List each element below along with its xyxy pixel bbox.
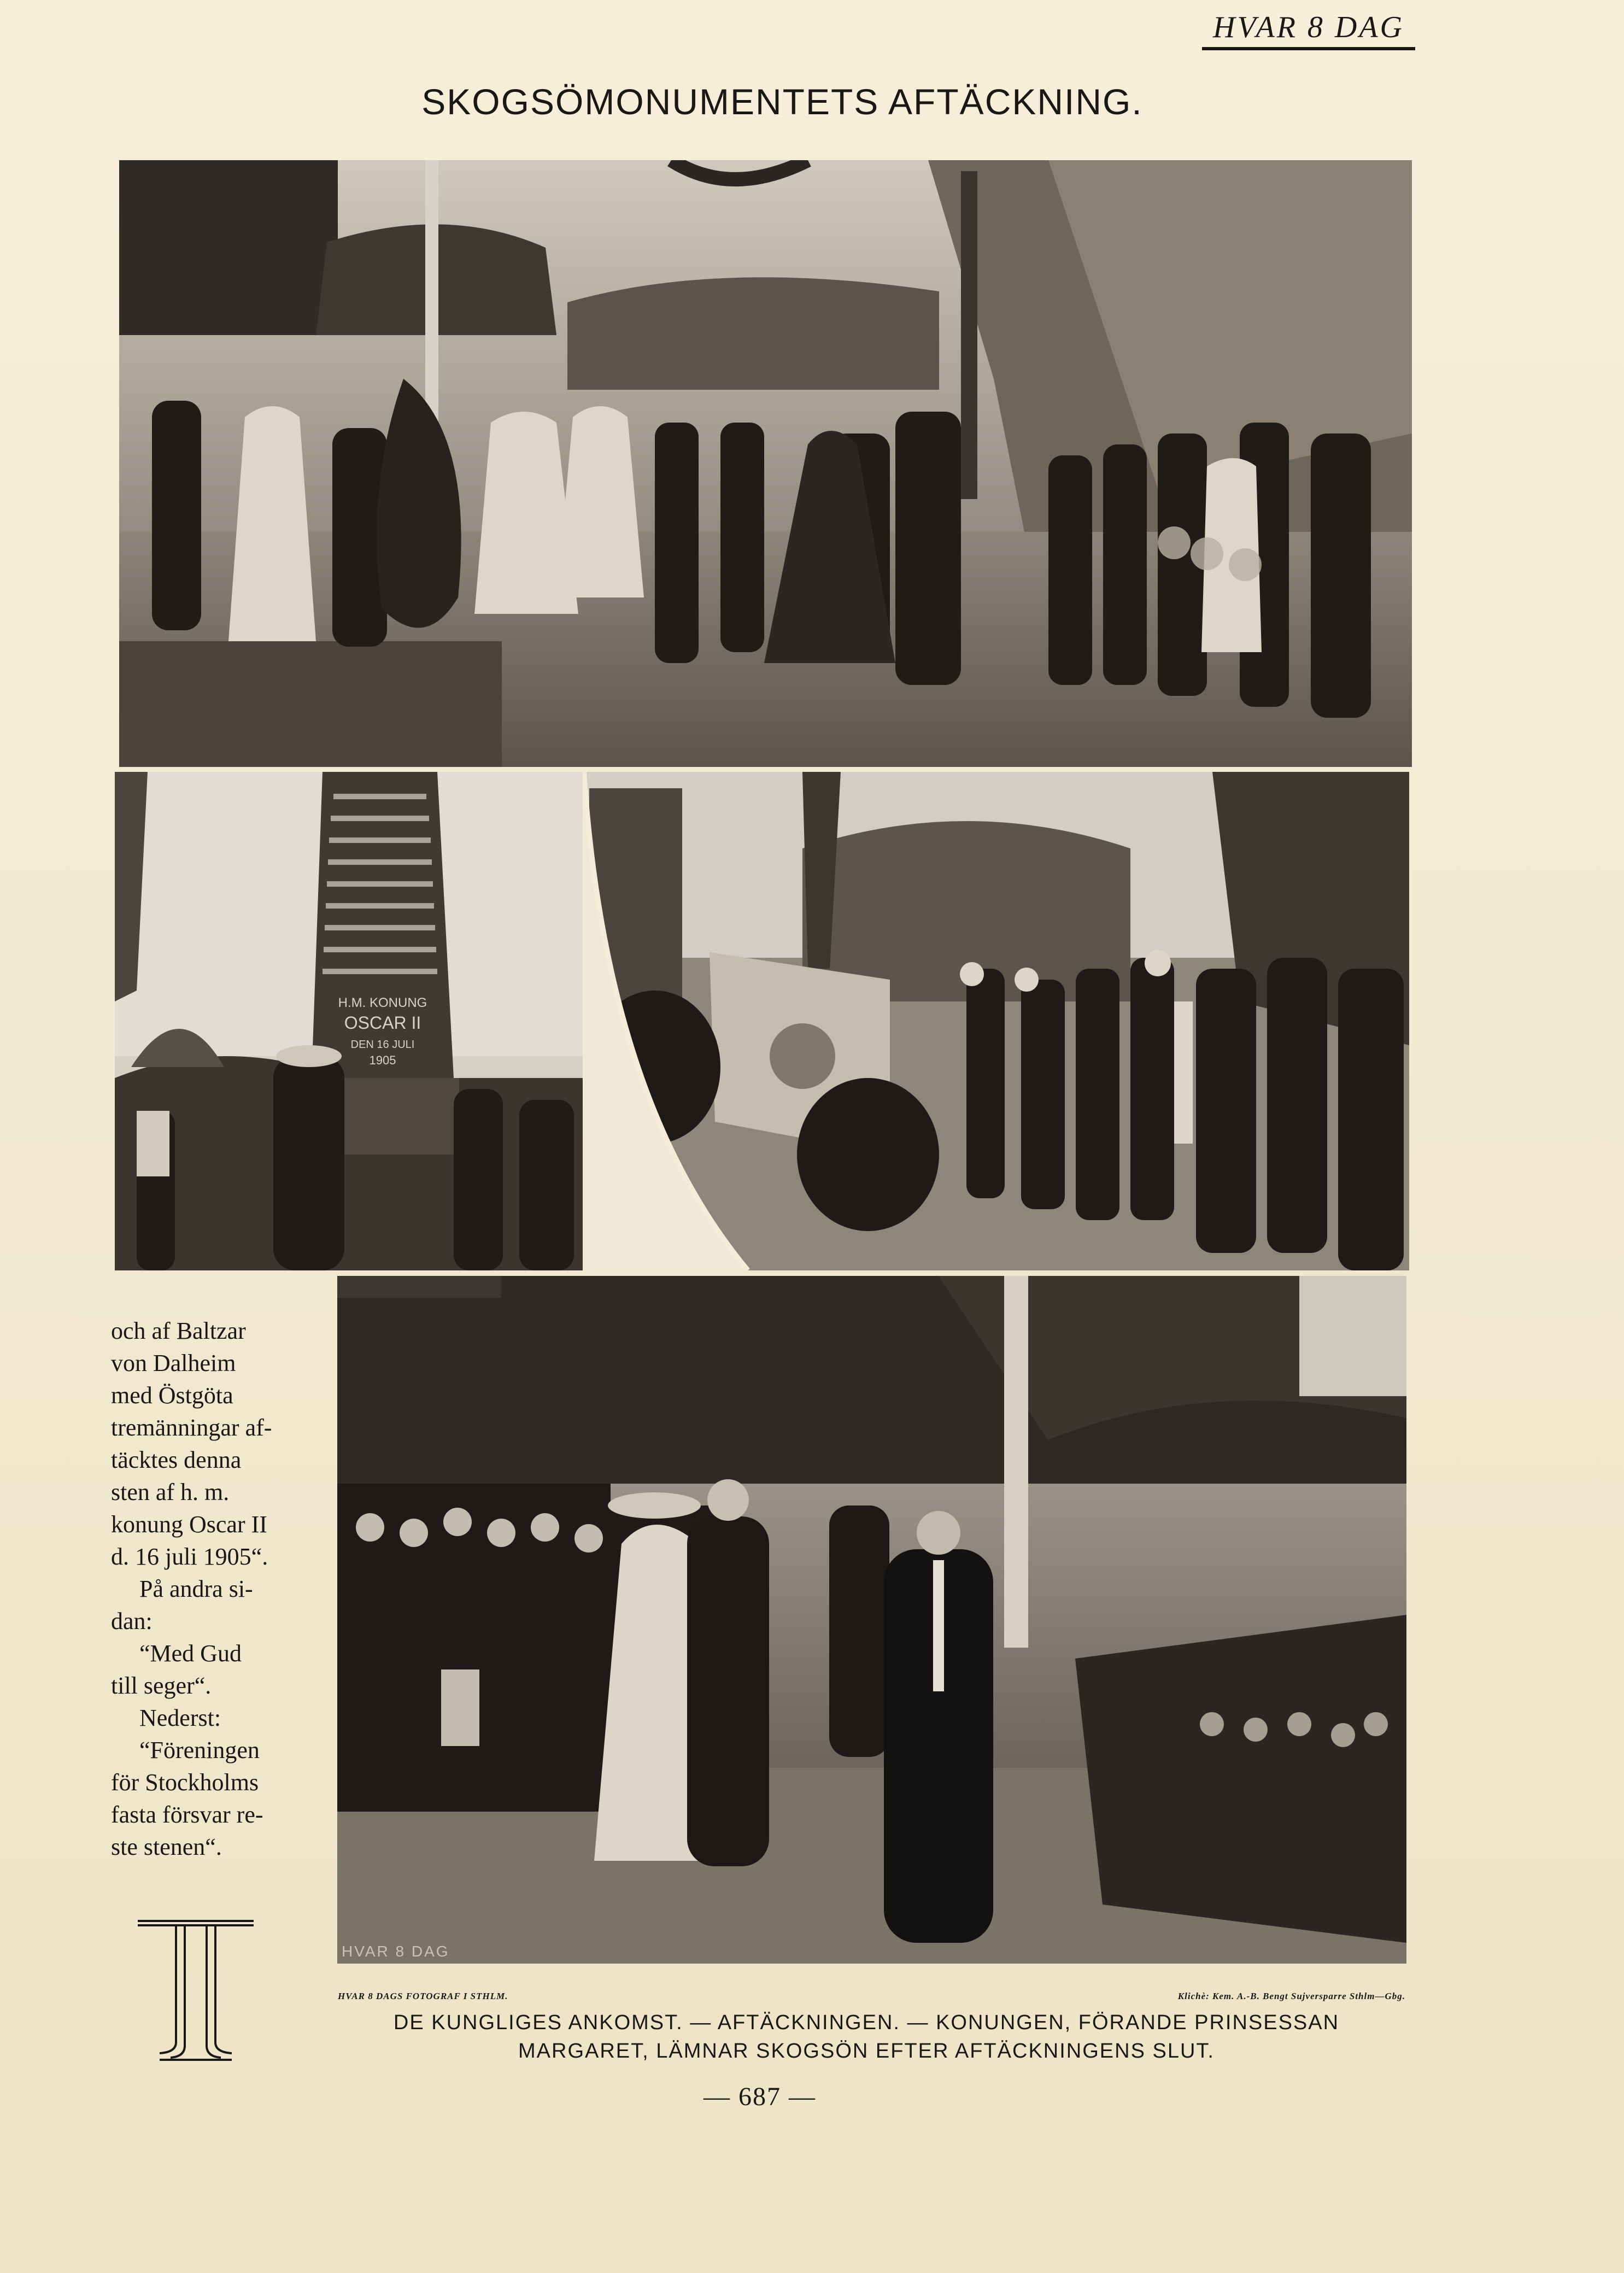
- side-text-line: täcktes denna: [111, 1446, 242, 1473]
- side-text-line: ste stenen“.: [111, 1833, 222, 1860]
- side-text-line: d. 16 juli 1905“.: [111, 1543, 268, 1570]
- side-text-line: för Stockholms: [111, 1769, 259, 1796]
- side-text-line: tremänningar af-: [111, 1414, 272, 1441]
- royal-procession-photo: [337, 1276, 1406, 1964]
- inscription-line-2: OSCAR II: [344, 1013, 421, 1033]
- caption-line-2: MARGARET, LÄMNAR SKOGSÖN EFTER AFTÄCKNINGENS SLUT.: [518, 2040, 1215, 2063]
- side-text-line: På andra si-: [139, 1575, 253, 1602]
- side-text-line: sten af h. m.: [111, 1479, 230, 1505]
- running-head: HVAR 8 DAG: [1202, 8, 1415, 50]
- side-column-text: [111, 1315, 291, 1863]
- side-text-line: “Med Gud: [139, 1640, 242, 1667]
- page-number: — 687 —: [703, 2082, 816, 2111]
- side-text-line: von Dalheim: [111, 1350, 236, 1376]
- side-text-line: med Östgöta: [111, 1382, 233, 1409]
- inscription-line-3: DEN 16 JULI: [350, 1039, 415, 1051]
- photo-watermark: HVAR 8 DAG: [342, 1943, 450, 1960]
- side-text-line: dan:: [111, 1608, 153, 1635]
- engraving-credit: Klichè: Kem. A.-B. Bengt Sujversparre Sthlm—Gbg.: [1177, 1991, 1405, 2001]
- page-title: SKOGSÖMONUMENTETS AFTÄCKNING.: [421, 81, 1143, 122]
- photo-credit: HVAR 8 DAGS FOTOGRAF I STHLM.: [338, 1991, 508, 2001]
- side-text-line: “Föreningen: [139, 1737, 260, 1764]
- photo-royal-arrival: [119, 160, 1412, 767]
- inscription-line-4: 1905: [369, 1053, 396, 1067]
- side-text-line: till seger“.: [111, 1672, 212, 1699]
- monument-stone-photo: [115, 772, 583, 1270]
- figure-caption: [328, 2008, 1405, 2065]
- photo-unveiling: [584, 772, 1409, 1270]
- photo-monument-stone: [115, 772, 583, 1270]
- side-text-line: Nederst:: [139, 1704, 221, 1731]
- side-text-line: fasta försvar re-: [111, 1801, 263, 1828]
- caption-line-1: DE KUNGLIGES ANKOMST. — AFTÄCKNINGEN. — KONUNGEN, FÖRANDE PRINSESSAN: [393, 2011, 1340, 2034]
- side-text-line: konung Oscar II: [111, 1511, 267, 1538]
- photo-royal-procession: [337, 1276, 1406, 1964]
- inscription-line-1: H.M. KONUNG: [338, 995, 427, 1010]
- decorative-ornament-icon: [138, 1917, 254, 2062]
- side-text-line: och af Baltzar: [111, 1317, 246, 1344]
- crowd-ceremony-photo: [119, 160, 1412, 767]
- unveiling-banner-photo: [584, 772, 1409, 1270]
